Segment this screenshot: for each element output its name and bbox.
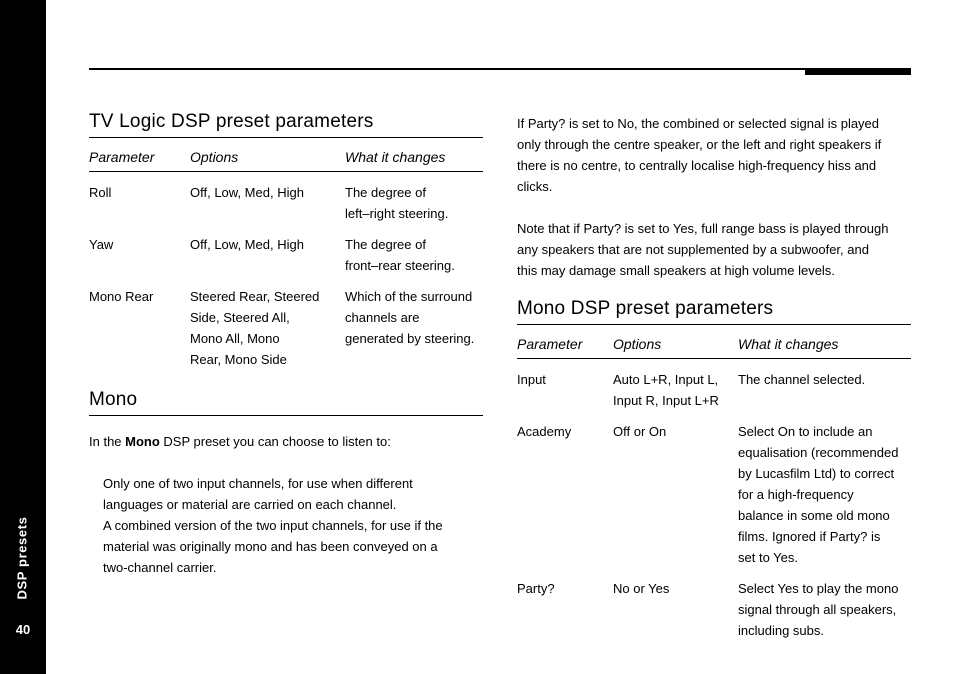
text-line: including subs.	[738, 623, 824, 638]
text-line: clicks.	[517, 179, 553, 194]
bass-note-paragraph	[517, 218, 911, 281]
text-line: Mono All, Mono	[190, 331, 280, 346]
changes-cell	[738, 411, 911, 568]
text-line: generated by steering.	[345, 331, 475, 346]
header-rule-tab	[805, 68, 911, 75]
text-line: Input R, Input L+R	[613, 393, 719, 408]
options-cell: Off, Low, Med, High	[190, 237, 304, 252]
mono-options-list	[89, 473, 483, 578]
intro-text: DSP preset you can choose to listen to:	[159, 434, 391, 449]
text-line: Steered Rear, Steered	[190, 289, 320, 304]
mono-params-heading: Mono DSP preset parameters	[517, 297, 911, 325]
text-line: equalisation (recommended	[738, 445, 899, 460]
text-line: Select Yes to play the mono	[738, 581, 899, 596]
text-line: any speakers that are not supplemented by a subwoofer, and	[517, 242, 869, 257]
page-number: 40	[15, 622, 31, 637]
tv-logic-heading: TV Logic DSP preset parameters	[89, 110, 483, 138]
column-header-changes: What it changes	[345, 138, 483, 172]
text-line: A combined version of the two input channels, for use if the	[103, 518, 443, 533]
table-header-row	[89, 138, 483, 172]
column-header-parameter: Parameter	[89, 138, 190, 172]
sidebar	[0, 0, 46, 674]
text-line: Rear, Mono Side	[190, 352, 287, 367]
table-row-academy	[517, 411, 911, 568]
changes-cell	[345, 276, 483, 370]
table-row-party	[517, 568, 911, 641]
options-cell	[613, 359, 738, 412]
intro-bold: Mono	[125, 434, 160, 449]
column-header-options: Options	[613, 325, 738, 359]
section-label: DSP presets	[14, 516, 30, 600]
text-line: languages or material are carried on each channel.	[103, 497, 397, 512]
text-line: balance in some old mono	[738, 508, 890, 523]
text-line: for a high-frequency	[738, 487, 854, 502]
right-column	[517, 113, 911, 641]
text-line: Side, Steered All,	[190, 310, 290, 325]
changes-cell	[345, 172, 483, 225]
text-line: The degree of	[345, 237, 426, 252]
param-cell: Mono Rear	[89, 289, 154, 304]
table-row-input	[517, 359, 911, 412]
table-row-mono-rear	[89, 276, 483, 370]
options-cell	[190, 276, 345, 370]
text-line: this may damage small speakers at high volume levels.	[517, 263, 835, 278]
text-line: Only one of two input channels, for use when different	[103, 476, 413, 491]
changes-cell	[738, 568, 911, 641]
text-line: left–right steering.	[345, 206, 449, 221]
text-line: Note that if Party? is set to Yes, full range bass is played through	[517, 221, 889, 236]
text-line: by Lucasfilm Ltd) to correct	[738, 466, 895, 481]
changes-cell: The channel selected.	[738, 372, 866, 387]
text-line: front–rear steering.	[345, 258, 455, 273]
param-cell: Yaw	[89, 237, 114, 252]
text-line: set to Yes.	[738, 550, 798, 565]
text-line: If Party? is set to No, the combined or selected signal is played	[517, 116, 880, 131]
table-row-yaw	[89, 224, 483, 276]
text-line: Which of the surround	[345, 289, 473, 304]
table-header-row	[517, 325, 911, 359]
options-cell: Off, Low, Med, High	[190, 185, 304, 200]
text-line: only through the centre speaker, or the left and right speakers if	[517, 137, 882, 152]
list-item	[103, 515, 483, 578]
mono-params-table	[517, 325, 911, 641]
header-rule	[89, 68, 911, 70]
text-line: signal through all speakers,	[738, 602, 897, 617]
table-row-roll	[89, 172, 483, 225]
options-cell: Off or On	[613, 424, 667, 439]
param-cell: Roll	[89, 185, 112, 200]
list-item	[103, 473, 483, 515]
text-line: Auto L+R, Input L,	[613, 372, 719, 387]
text-line: The degree of	[345, 185, 426, 200]
text-line: two-channel carrier.	[103, 560, 217, 575]
party-paragraph	[517, 113, 911, 197]
text-line: material was originally mono and has been conveyed on a	[103, 539, 438, 554]
param-cell: Academy	[517, 424, 572, 439]
mono-heading: Mono	[89, 388, 483, 416]
text-line: films. Ignored if Party? is	[738, 529, 881, 544]
intro-text: In the	[89, 434, 126, 449]
text-line: Select On to include an	[738, 424, 873, 439]
changes-cell	[345, 224, 483, 276]
param-cell: Party?	[517, 581, 555, 596]
mono-intro	[89, 431, 483, 452]
param-cell: Input	[517, 372, 546, 387]
column-header-changes: What it changes	[738, 325, 911, 359]
left-column	[89, 110, 483, 578]
tv-logic-table	[89, 138, 483, 370]
options-cell: No or Yes	[613, 581, 670, 596]
column-header-options: Options	[190, 138, 345, 172]
column-header-parameter: Parameter	[517, 325, 613, 359]
text-line: there is no centre, to centrally localise high-frequency hiss and	[517, 158, 877, 173]
text-line: channels are	[345, 310, 420, 325]
